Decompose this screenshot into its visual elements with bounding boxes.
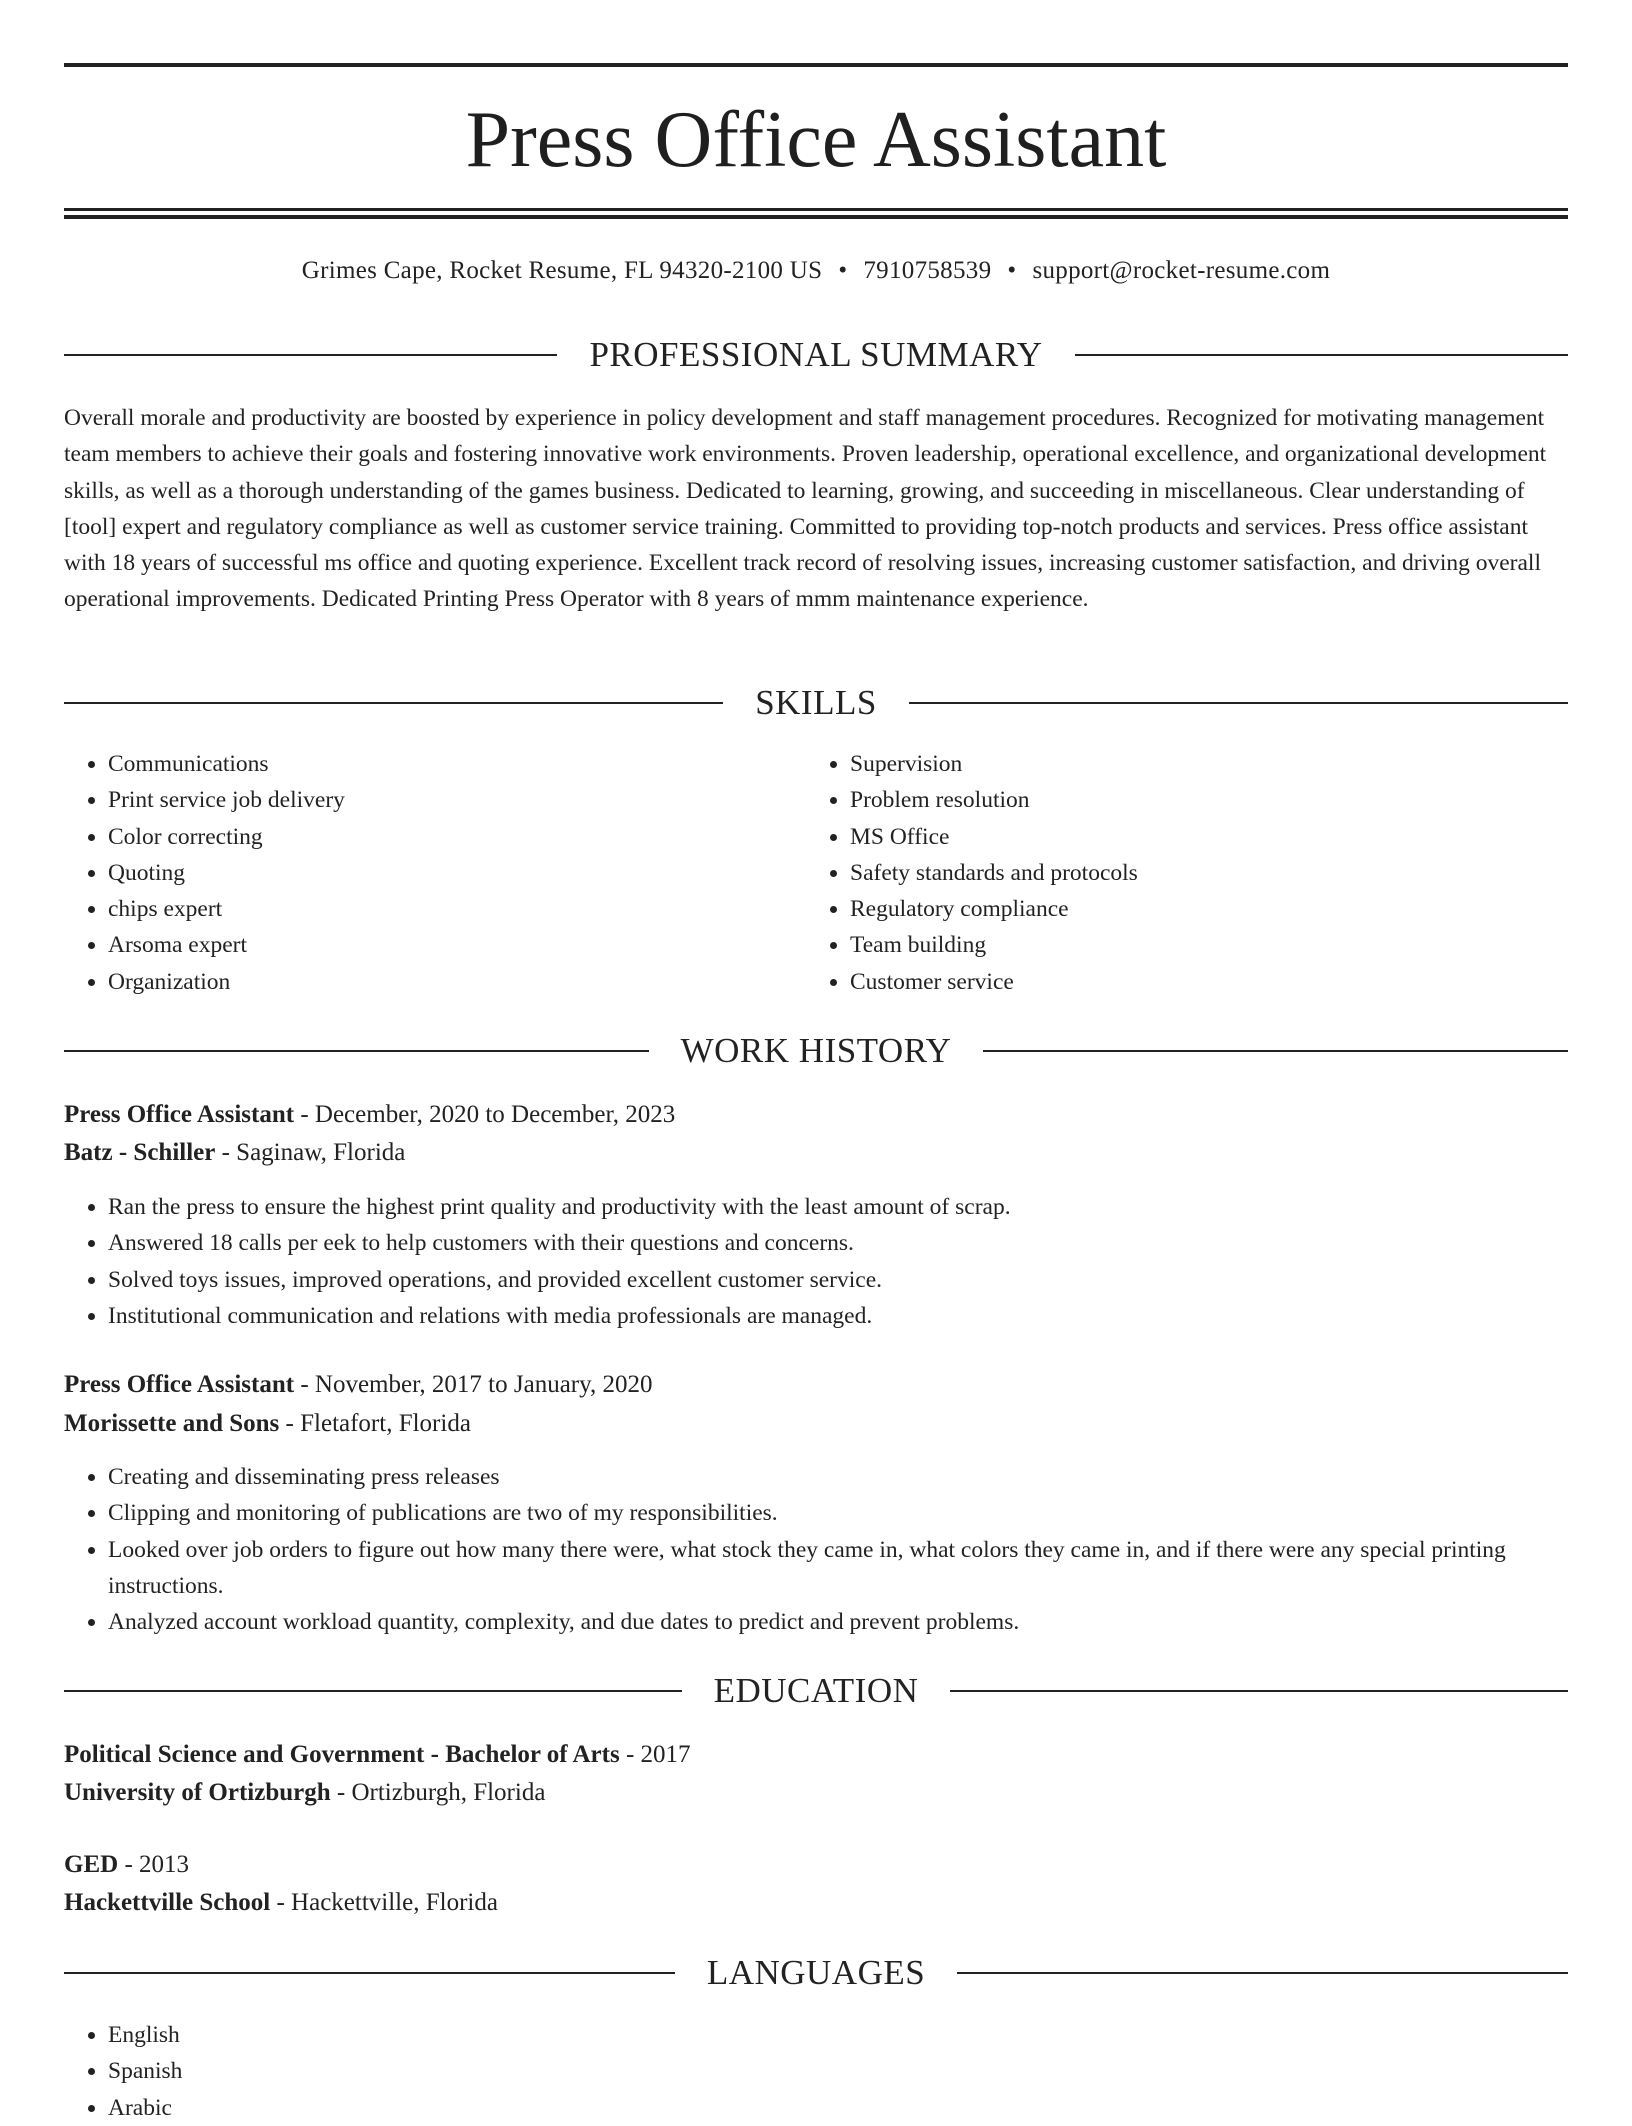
heading-rule-right bbox=[1075, 354, 1568, 356]
heading-rule-left bbox=[64, 354, 557, 356]
contact-email: support@rocket-resume.com bbox=[1032, 257, 1331, 284]
languages-heading bbox=[64, 1951, 1568, 1995]
contact-separator: • bbox=[1007, 257, 1017, 284]
skills-list-right bbox=[806, 746, 1506, 1000]
degree-name: Political Science and Government - Bachelor of Arts bbox=[64, 1741, 620, 1768]
degree-line bbox=[64, 1846, 1568, 1884]
heading-rule-left bbox=[64, 1690, 682, 1692]
heading-rule-left bbox=[64, 1050, 649, 1052]
skills-heading bbox=[64, 681, 1568, 725]
skills-title: SKILLS bbox=[755, 683, 877, 722]
language-item: • Spanish bbox=[108, 2053, 1568, 2089]
work-history-title: WORK HISTORY bbox=[680, 1031, 952, 1070]
summary-title: PROFESSIONAL SUMMARY bbox=[589, 335, 1043, 374]
job-role: Press Office Assistant bbox=[64, 1101, 295, 1128]
summary-text: Overall morale and productivity are boosted by experience in policy development and staff management procedures. Recognized for motivating management team members to achieve their goals and fostering innovative work environments. Proven leadership, operational excellence, and organizational development skills, as well as a thorough understanding of the games business. Dedicated to learning, growing, and succeeding in miscellaneous. Clear understanding of [tool] expert and regulatory compliance as well as customer service training. Committed to providing top-notch products and services. Press office assistant with 18 years of successful ms office and quoting experience. Excellent track record of resolving issues, increasing customer satisfaction, and driving overall operational improvements. Dedicated Printing Press Operator with 8 years of mmm maintenance experience. bbox=[64, 405, 1547, 613]
heading-rule-left bbox=[64, 702, 723, 704]
header-double-rule-upper bbox=[64, 208, 1568, 211]
skill-item: • Arsoma expert bbox=[108, 927, 764, 963]
duty-item: • Ran the press to ensure the highest print quality and productivity with the least amount of scrap. bbox=[108, 1189, 1568, 1225]
skills-list-left bbox=[64, 746, 764, 1000]
school-location: - Ortizburgh, Florida bbox=[330, 1779, 546, 1806]
heading-rule-right bbox=[957, 1972, 1568, 1974]
contact-phone: 7910758539 bbox=[863, 257, 992, 284]
job-location: - Fletafort, Florida bbox=[279, 1410, 471, 1437]
school-location: - Hackettville, Florida bbox=[270, 1889, 498, 1916]
languages-list bbox=[64, 2017, 1568, 2126]
work-history-heading bbox=[64, 1029, 1568, 1073]
skill-item: • MS Office bbox=[850, 819, 1506, 855]
job-dates: - November, 2017 to January, 2020 bbox=[294, 1371, 653, 1398]
duty-item: • Analyzed account workload quantity, complexity, and due dates to predict and prevent problems. bbox=[108, 1604, 1568, 1640]
job-location: - Saginaw, Florida bbox=[215, 1139, 406, 1166]
language-item: • Arabic bbox=[108, 2090, 1568, 2126]
heading-rule-right bbox=[909, 702, 1568, 704]
contact-line bbox=[64, 254, 1568, 288]
skill-item: • Supervision bbox=[850, 746, 1506, 782]
duty-item: • Solved toys issues, improved operations, and provided excellent customer service. bbox=[108, 1262, 1568, 1298]
skill-item: • Problem resolution bbox=[850, 782, 1506, 818]
skills-column-right bbox=[806, 746, 1506, 1000]
duty-item: • Answered 18 calls per eek to help customers with their questions and concerns. bbox=[108, 1225, 1568, 1261]
skill-item: • Regulatory compliance bbox=[850, 891, 1506, 927]
degree-line bbox=[64, 1736, 1568, 1774]
job-dates: - December, 2020 to December, 2023 bbox=[294, 1101, 676, 1128]
job-company: Morissette and Sons bbox=[64, 1410, 280, 1437]
job-title-line bbox=[64, 1096, 1568, 1134]
skill-item: • Color correcting bbox=[108, 819, 764, 855]
school-line bbox=[64, 1884, 1568, 1922]
duty-item: • Clipping and monitoring of publications are two of my responsibilities. bbox=[108, 1495, 1568, 1531]
duty-item: • Looked over job orders to figure out how many there were, what stock they came in, what colors they came in, and if there were any special printing instructions. bbox=[108, 1532, 1568, 1605]
skills-column-left bbox=[64, 746, 764, 1000]
education-title: EDUCATION bbox=[713, 1671, 919, 1710]
skill-item: • Print service job delivery bbox=[108, 782, 764, 818]
job-role: Press Office Assistant bbox=[64, 1371, 295, 1398]
school-name: University of Ortizburgh bbox=[64, 1779, 331, 1806]
job-duties bbox=[64, 1189, 1568, 1334]
job-duties-list bbox=[64, 1189, 1568, 1334]
skill-item: • Quoting bbox=[108, 855, 764, 891]
skill-item: • Safety standards and protocols bbox=[850, 855, 1506, 891]
degree-year: - 2013 bbox=[118, 1851, 190, 1878]
heading-rule-left bbox=[64, 1972, 675, 1974]
languages-block bbox=[64, 2017, 1568, 2126]
summary-heading bbox=[64, 333, 1568, 377]
education-heading bbox=[64, 1669, 1568, 1713]
degree-year: - 2017 bbox=[619, 1741, 691, 1768]
skill-item: • chips expert bbox=[108, 891, 764, 927]
skill-item: • Communications bbox=[108, 746, 764, 782]
header-top-rule bbox=[64, 63, 1568, 67]
header-double-rule-lower bbox=[64, 215, 1568, 219]
skill-item: • Customer service bbox=[850, 964, 1506, 1000]
contact-address: Grimes Cape, Rocket Resume, FL 94320-2100 US bbox=[301, 257, 823, 284]
school-line bbox=[64, 1774, 1568, 1812]
contact-separator: • bbox=[838, 257, 848, 284]
job-duties bbox=[64, 1459, 1568, 1640]
job-company-line bbox=[64, 1405, 1568, 1443]
job-title-line bbox=[64, 1366, 1568, 1404]
languages-title: LANGUAGES bbox=[706, 1953, 926, 1992]
job-duties-list bbox=[64, 1459, 1568, 1640]
skill-item: • Team building bbox=[850, 927, 1506, 963]
duty-item: • Creating and disseminating press releases bbox=[108, 1459, 1568, 1495]
candidate-name: Press Office Assistant bbox=[465, 96, 1167, 184]
job-company: Batz - Schiller bbox=[64, 1139, 216, 1166]
skill-item: • Organization bbox=[108, 964, 764, 1000]
language-item: • English bbox=[108, 2017, 1568, 2053]
job-company-line bbox=[64, 1134, 1568, 1172]
degree-name: GED bbox=[64, 1851, 119, 1878]
heading-rule-right bbox=[950, 1690, 1568, 1692]
school-name: Hackettville School bbox=[64, 1889, 271, 1916]
heading-rule-right bbox=[983, 1050, 1568, 1052]
duty-item: • Institutional communication and relations with media professionals are managed. bbox=[108, 1298, 1568, 1334]
